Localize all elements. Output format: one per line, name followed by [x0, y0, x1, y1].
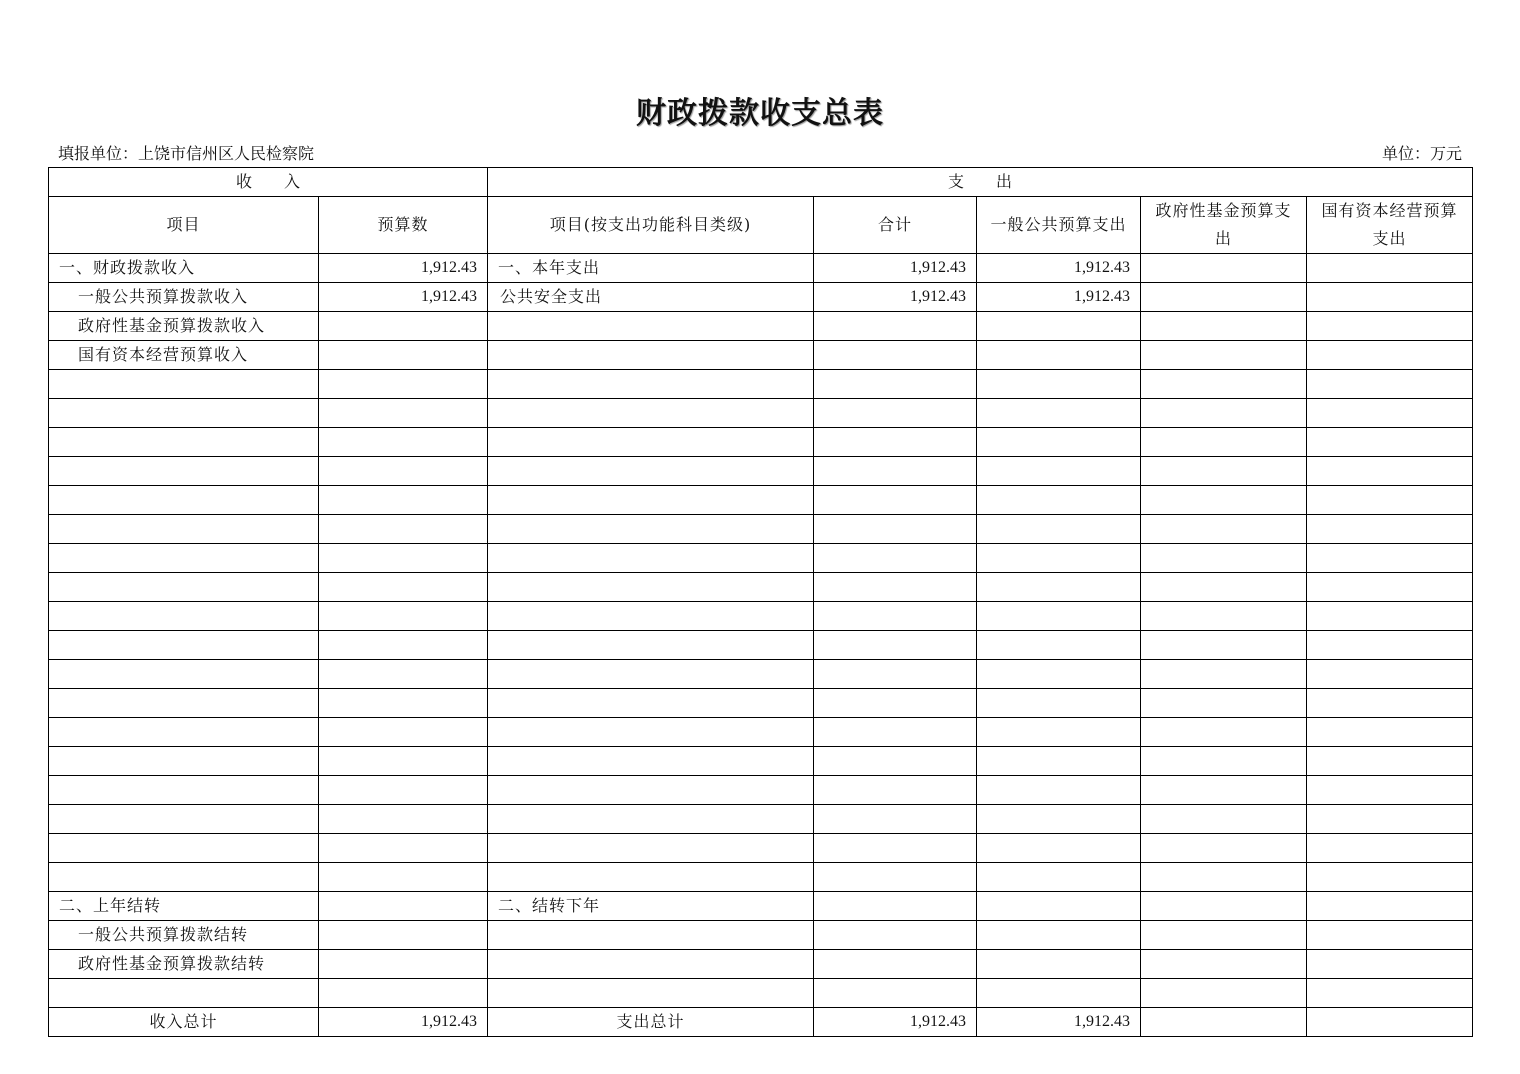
expense-total — [814, 312, 977, 341]
empty-row — [49, 747, 1473, 776]
expense-item: 公共安全支出 — [488, 283, 814, 312]
budget-table — [48, 167, 1473, 1037]
income-header: 收 入 — [49, 168, 488, 197]
expense-item: 一、本年支出 — [488, 254, 814, 283]
table-row — [49, 312, 1473, 341]
carry-row — [49, 892, 1473, 921]
expense-state — [1307, 254, 1473, 283]
income-value: 1,912.43 — [319, 254, 488, 283]
carry-row — [49, 950, 1473, 979]
expense-general — [977, 312, 1141, 341]
expense-item — [488, 341, 814, 370]
income-total-value: 1,912.43 — [319, 1008, 488, 1037]
totals-row — [49, 1008, 1473, 1037]
empty-row — [49, 979, 1473, 1008]
income-item: 政府性基金预算拨款收入 — [49, 312, 319, 341]
empty-row — [49, 689, 1473, 718]
empty-row — [49, 863, 1473, 892]
col-state: 国有资本经营预算支出 — [1307, 197, 1473, 254]
carry-row — [49, 921, 1473, 950]
reporting-unit: 填报单位：上饶市信州区人民检察院 — [58, 144, 315, 163]
income-total-label: 收入总计 — [49, 1008, 319, 1037]
empty-row — [49, 602, 1473, 631]
col-budget: 预算数 — [319, 197, 488, 254]
income-item: 二、上年结转 — [49, 892, 319, 921]
page-title: 财政拨款收支总表 — [636, 96, 884, 131]
expense-fund — [1141, 341, 1307, 370]
empty-row — [49, 573, 1473, 602]
table-row — [49, 341, 1473, 370]
expense-item — [488, 312, 814, 341]
table-row — [49, 254, 1473, 283]
expense-fund — [1141, 283, 1307, 312]
income-item: 一般公共预算拨款收入 — [49, 283, 319, 312]
empty-row — [49, 776, 1473, 805]
expense-fund — [1141, 254, 1307, 283]
income-value — [319, 341, 488, 370]
expense-fund — [1141, 312, 1307, 341]
income-value — [319, 312, 488, 341]
expense-total — [814, 341, 977, 370]
empty-row — [49, 515, 1473, 544]
empty-row — [49, 428, 1473, 457]
col-fund: 政府性基金预算支出 — [1141, 197, 1307, 254]
income-item: 政府性基金预算拨款结转 — [49, 950, 319, 979]
empty-row — [49, 457, 1473, 486]
expense-state — [1307, 341, 1473, 370]
empty-row — [49, 631, 1473, 660]
expense-header: 支 出 — [488, 168, 1473, 197]
empty-row — [49, 718, 1473, 747]
income-item: 一、财政拨款收入 — [49, 254, 319, 283]
income-item: 一般公共预算拨款结转 — [49, 921, 319, 950]
expense-item: 二、结转下年 — [488, 892, 814, 921]
expense-total-value: 1,912.43 — [814, 1008, 977, 1037]
col-exp-item: 项目(按支出功能科目类级) — [488, 197, 814, 254]
expense-general-total: 1,912.43 — [977, 1008, 1141, 1037]
empty-row — [49, 660, 1473, 689]
empty-row — [49, 370, 1473, 399]
income-item: 国有资本经营预算收入 — [49, 341, 319, 370]
empty-row — [49, 805, 1473, 834]
expense-total: 1,912.43 — [814, 254, 977, 283]
header-group-row — [49, 168, 1473, 197]
expense-state — [1307, 312, 1473, 341]
header-column-row — [49, 197, 1473, 254]
expense-item — [488, 921, 814, 950]
col-general: 一般公共预算支出 — [977, 197, 1141, 254]
currency-unit: 单位：万元 — [1381, 144, 1462, 163]
table-row — [49, 283, 1473, 312]
expense-general: 1,912.43 — [977, 254, 1141, 283]
expense-state — [1307, 283, 1473, 312]
col-item: 项目 — [49, 197, 319, 254]
expense-general: 1,912.43 — [977, 283, 1141, 312]
expense-general — [977, 341, 1141, 370]
col-total: 合计 — [814, 197, 977, 254]
expense-total-label: 支出总计 — [488, 1008, 814, 1037]
empty-row — [49, 544, 1473, 573]
empty-row — [49, 486, 1473, 515]
expense-total: 1,912.43 — [814, 283, 977, 312]
income-value: 1,912.43 — [319, 283, 488, 312]
empty-row — [49, 399, 1473, 428]
expense-item — [488, 950, 814, 979]
empty-row — [49, 834, 1473, 863]
